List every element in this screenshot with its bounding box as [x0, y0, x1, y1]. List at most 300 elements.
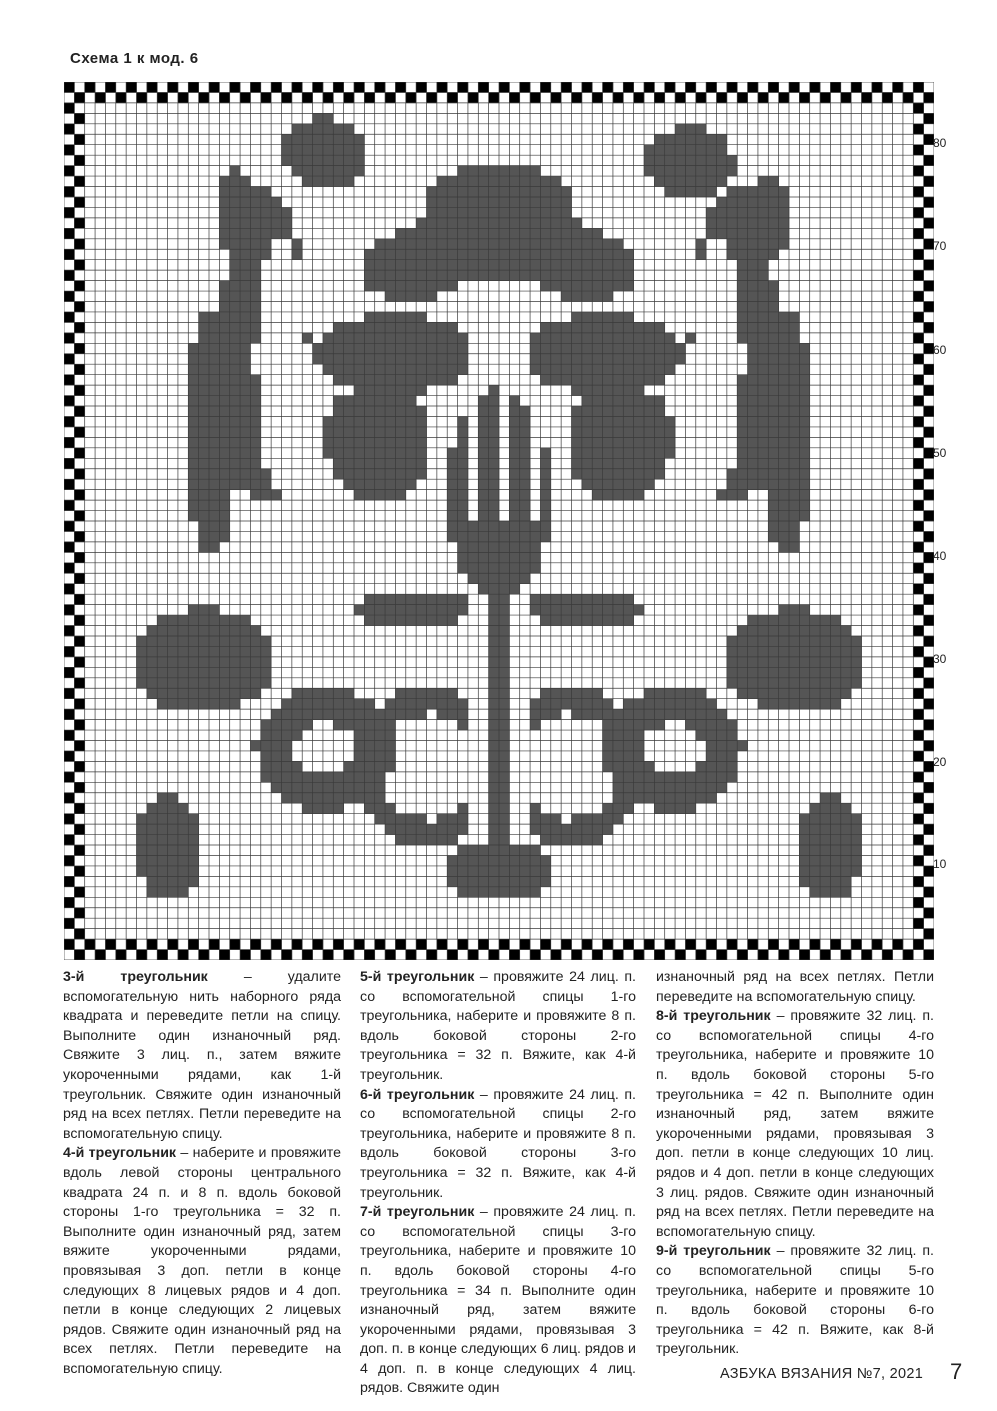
border-cell — [64, 605, 75, 616]
pattern-cell — [478, 490, 489, 501]
pattern-cell — [520, 866, 531, 877]
pattern-cell — [727, 207, 738, 218]
pattern-cell — [168, 855, 179, 866]
pattern-cell — [209, 699, 220, 710]
pattern-cell — [250, 385, 261, 396]
pattern-cell — [385, 427, 396, 438]
pattern-cell — [427, 594, 438, 605]
pattern-cell — [654, 469, 665, 480]
pattern-cell — [499, 249, 510, 260]
pattern-cell — [654, 793, 665, 804]
border-cell — [644, 82, 655, 93]
pattern-cell — [717, 741, 728, 752]
pattern-cell — [685, 782, 696, 793]
pattern-cell — [768, 291, 779, 302]
pattern-cell — [530, 354, 541, 365]
pattern-cell — [603, 814, 614, 825]
pattern-cell — [354, 364, 365, 375]
pattern-cell — [313, 354, 324, 365]
pattern-cell — [758, 187, 769, 198]
pattern-cell — [219, 187, 230, 198]
pattern-cell — [271, 218, 282, 229]
pattern-cell — [437, 343, 448, 354]
pattern-cell — [582, 354, 593, 365]
pattern-cell — [458, 479, 469, 490]
pattern-cell — [250, 281, 261, 292]
pattern-cell — [364, 741, 375, 752]
pattern-cell — [789, 699, 800, 710]
pattern-cell — [675, 772, 686, 783]
pattern-cell — [799, 490, 810, 501]
pattern-cell — [644, 166, 655, 177]
pattern-cell — [188, 636, 199, 647]
pattern-cell — [654, 166, 665, 177]
pattern-cell — [458, 176, 469, 187]
pattern-cell — [385, 699, 396, 710]
pattern-cell — [219, 657, 230, 668]
pattern-cell — [779, 322, 790, 333]
pattern-cell — [250, 657, 261, 668]
pattern-cell — [282, 218, 293, 229]
pattern-cell — [530, 699, 541, 710]
border-cell — [74, 761, 85, 772]
pattern-cell — [768, 500, 779, 511]
pattern-cell — [385, 333, 396, 344]
pattern-cell — [717, 134, 728, 145]
border-cell — [913, 751, 924, 762]
pattern-cell — [779, 228, 790, 239]
pattern-cell — [364, 270, 375, 281]
pattern-cell — [779, 458, 790, 469]
pattern-cell — [592, 270, 603, 281]
pattern-cell — [572, 281, 583, 292]
pattern-cell — [364, 490, 375, 501]
pattern-cell — [520, 511, 531, 522]
pattern-cell — [478, 437, 489, 448]
pattern-cell — [737, 741, 748, 752]
pattern-cell — [406, 375, 417, 386]
pattern-cell — [789, 511, 800, 522]
pattern-cell — [841, 824, 852, 835]
pattern-cell — [219, 500, 230, 511]
pattern-cell — [437, 615, 448, 626]
pattern-cell — [489, 270, 500, 281]
pattern-cell — [613, 469, 624, 480]
pattern-cell — [789, 437, 800, 448]
border-cell — [882, 92, 893, 103]
pattern-cell — [458, 594, 469, 605]
pattern-cell — [219, 396, 230, 407]
pattern-cell — [499, 207, 510, 218]
border-cell — [540, 82, 551, 93]
pattern-cell — [520, 521, 531, 532]
border-cell — [375, 82, 386, 93]
pattern-cell — [240, 207, 251, 218]
pattern-cell — [654, 688, 665, 699]
pattern-cell — [634, 469, 645, 480]
pattern-cell — [323, 772, 334, 783]
pattern-cell — [499, 772, 510, 783]
pattern-cell — [758, 385, 769, 396]
border-cell — [395, 939, 406, 950]
border-cell — [913, 855, 924, 866]
pattern-cell — [240, 416, 251, 427]
pattern-cell — [799, 511, 810, 522]
pattern-cell — [727, 479, 738, 490]
pattern-cell — [799, 855, 810, 866]
pattern-cell — [157, 626, 168, 637]
pattern-cell — [634, 354, 645, 365]
pattern-cell — [437, 228, 448, 239]
pattern-cell — [427, 333, 438, 344]
pattern-cell — [830, 887, 841, 898]
pattern-cell — [489, 667, 500, 678]
pattern-cell — [520, 552, 531, 563]
pattern-cell — [509, 239, 520, 250]
pattern-cell — [540, 824, 551, 835]
pattern-cell — [375, 490, 386, 501]
pattern-cell — [779, 343, 790, 354]
pattern-cell — [592, 249, 603, 260]
pattern-cell — [188, 876, 199, 887]
pattern-cell — [820, 678, 831, 689]
border-cell — [696, 92, 707, 103]
border-cell — [292, 939, 303, 950]
pattern-cell — [665, 699, 676, 710]
pattern-cell — [737, 469, 748, 480]
pattern-cell — [437, 176, 448, 187]
border-cell — [913, 542, 924, 553]
pattern-cell — [406, 260, 417, 271]
pattern-cell — [582, 458, 593, 469]
pattern-cell — [561, 364, 572, 375]
pattern-cell — [230, 396, 241, 407]
pattern-cell — [841, 866, 852, 877]
pattern-cell — [758, 228, 769, 239]
pattern-cell — [395, 416, 406, 427]
border-cell — [64, 416, 75, 427]
pattern-cell — [302, 803, 313, 814]
border-cell — [924, 385, 934, 396]
pattern-cell — [261, 207, 272, 218]
pattern-cell — [313, 113, 324, 124]
pattern-cell — [458, 876, 469, 887]
pattern-cell — [333, 354, 344, 365]
pattern-cell — [737, 385, 748, 396]
pattern-cell — [261, 772, 272, 783]
pattern-cell — [665, 437, 676, 448]
pattern-cell — [851, 866, 862, 877]
pattern-cell — [478, 521, 489, 532]
pattern-cell — [561, 249, 572, 260]
pattern-cell — [385, 709, 396, 720]
pattern-cell — [157, 803, 168, 814]
pattern-cell — [489, 782, 500, 793]
pattern-cell — [344, 458, 355, 469]
pattern-cell — [789, 626, 800, 637]
pattern-cell — [572, 270, 583, 281]
pattern-cell — [841, 678, 852, 689]
pattern-cell — [737, 218, 748, 229]
pattern-cell — [737, 260, 748, 271]
pattern-cell — [364, 427, 375, 438]
pattern-cell — [623, 709, 634, 720]
pattern-cell — [582, 406, 593, 417]
pattern-cell — [230, 343, 241, 354]
border-cell — [913, 145, 924, 156]
pattern-cell — [344, 772, 355, 783]
pattern-cell — [799, 646, 810, 657]
border-cell — [74, 113, 85, 124]
pattern-cell — [458, 552, 469, 563]
pattern-cell — [313, 155, 324, 166]
pattern-cell — [540, 511, 551, 522]
pattern-cell — [282, 751, 293, 762]
pattern-cell — [375, 772, 386, 783]
border-cell — [665, 939, 676, 950]
pattern-cell — [799, 688, 810, 699]
pattern-cell — [851, 855, 862, 866]
pattern-cell — [240, 375, 251, 386]
pattern-cell — [385, 803, 396, 814]
pattern-cell — [768, 218, 779, 229]
pattern-cell — [499, 176, 510, 187]
pattern-cell — [789, 427, 800, 438]
pattern-cell — [230, 469, 241, 480]
pattern-cell — [779, 218, 790, 229]
border-cell — [64, 835, 75, 846]
border-cell — [64, 375, 75, 386]
border-cell — [178, 950, 189, 960]
pattern-cell — [748, 260, 759, 271]
pattern-cell — [178, 646, 189, 657]
pattern-cell — [240, 385, 251, 396]
border-cell — [551, 950, 562, 960]
pattern-cell — [592, 396, 603, 407]
pattern-cell — [768, 678, 779, 689]
pattern-cell — [654, 709, 665, 720]
pattern-cell — [582, 343, 593, 354]
pattern-cell — [551, 375, 562, 386]
border-cell — [313, 939, 324, 950]
pattern-cell — [727, 218, 738, 229]
row-number: 80 — [933, 136, 947, 150]
pattern-cell — [240, 187, 251, 198]
border-cell — [913, 626, 924, 637]
pattern-cell — [634, 751, 645, 762]
pattern-cell — [427, 249, 438, 260]
pattern-cell — [406, 364, 417, 375]
border-cell — [364, 92, 375, 103]
pattern-cell — [685, 793, 696, 804]
pattern-cell — [685, 709, 696, 720]
border-cell — [654, 92, 665, 103]
pattern-cell — [820, 793, 831, 804]
pattern-cell — [737, 322, 748, 333]
pattern-cell — [623, 615, 634, 626]
pattern-cell — [375, 761, 386, 772]
pattern-cell — [572, 835, 583, 846]
pattern-cell — [271, 228, 282, 239]
pattern-cell — [768, 385, 779, 396]
pattern-cell — [748, 218, 759, 229]
pattern-cell — [851, 646, 862, 657]
pattern-cell — [582, 375, 593, 386]
pattern-cell — [613, 385, 624, 396]
pattern-cell — [623, 458, 634, 469]
pattern-cell — [458, 699, 469, 710]
pattern-cell — [447, 511, 458, 522]
border-cell — [499, 82, 510, 93]
border-cell — [74, 782, 85, 793]
pattern-cell — [572, 814, 583, 825]
pattern-cell — [385, 396, 396, 407]
pattern-cell — [592, 709, 603, 720]
pattern-cell — [478, 427, 489, 438]
border-cell — [64, 145, 75, 156]
border-cell — [74, 845, 85, 856]
pattern-cell — [406, 594, 417, 605]
pattern-cell — [489, 730, 500, 741]
pattern-cell — [447, 615, 458, 626]
pattern-cell — [830, 814, 841, 825]
pattern-cell — [623, 761, 634, 772]
pattern-cell — [416, 416, 427, 427]
border-cell — [924, 302, 934, 313]
border-cell — [64, 751, 75, 762]
pattern-cell — [416, 699, 427, 710]
pattern-cell — [551, 354, 562, 365]
pattern-cell — [623, 333, 634, 344]
pattern-cell — [447, 218, 458, 229]
pattern-cell — [737, 479, 748, 490]
pattern-cell — [489, 761, 500, 772]
pattern-cell — [395, 688, 406, 699]
pattern-cell — [623, 270, 634, 281]
pattern-cell — [779, 511, 790, 522]
pattern-cell — [830, 803, 841, 814]
pattern-cell — [592, 615, 603, 626]
pattern-cell — [437, 239, 448, 250]
border-cell — [64, 542, 75, 553]
border-cell — [468, 92, 479, 103]
pattern-cell — [789, 667, 800, 678]
pattern-cell — [209, 646, 220, 657]
pattern-cell — [385, 312, 396, 323]
pattern-cell — [447, 688, 458, 699]
pattern-cell — [458, 720, 469, 731]
pattern-cell — [458, 563, 469, 574]
pattern-cell — [168, 793, 179, 804]
pattern-cell — [551, 364, 562, 375]
pattern-cell — [385, 741, 396, 752]
border-cell — [261, 950, 272, 960]
pattern-cell — [354, 458, 365, 469]
border-cell — [74, 322, 85, 333]
pattern-cell — [613, 615, 624, 626]
pattern-cell — [178, 678, 189, 689]
pattern-cell — [727, 187, 738, 198]
pattern-cell — [354, 730, 365, 741]
pattern-cell — [250, 458, 261, 469]
pattern-cell — [634, 709, 645, 720]
pattern-cell — [219, 615, 230, 626]
pattern-cell — [851, 636, 862, 647]
pattern-cell — [779, 469, 790, 480]
pattern-cell — [230, 333, 241, 344]
pattern-cell — [230, 260, 241, 271]
border-cell — [882, 950, 893, 960]
border-cell — [841, 92, 852, 103]
pattern-cell — [509, 427, 520, 438]
pattern-cell — [613, 396, 624, 407]
pattern-cell — [613, 479, 624, 490]
pattern-cell — [830, 855, 841, 866]
pattern-cell — [437, 270, 448, 281]
pattern-cell — [427, 239, 438, 250]
border-cell — [913, 187, 924, 198]
pattern-cell — [685, 688, 696, 699]
border-cell — [344, 92, 355, 103]
pattern-cell — [582, 448, 593, 459]
pattern-cell — [250, 197, 261, 208]
pattern-cell — [758, 333, 769, 344]
pattern-cell — [603, 720, 614, 731]
pattern-cell — [323, 437, 334, 448]
pattern-cell — [489, 166, 500, 177]
pattern-cell — [313, 782, 324, 793]
pattern-cell — [344, 124, 355, 135]
pattern-cell — [333, 688, 344, 699]
pattern-cell — [654, 448, 665, 459]
pattern-cell — [406, 824, 417, 835]
pattern-cell — [137, 814, 148, 825]
pattern-cell — [634, 730, 645, 741]
border-cell — [924, 281, 934, 292]
pattern-cell — [250, 469, 261, 480]
border-cell — [913, 876, 924, 887]
pattern-cell — [623, 385, 634, 396]
pattern-cell — [561, 270, 572, 281]
border-cell — [913, 396, 924, 407]
pattern-cell — [779, 385, 790, 396]
pattern-cell — [540, 709, 551, 720]
pattern-cell — [261, 678, 272, 689]
pattern-cell — [540, 521, 551, 532]
border-cell — [105, 939, 116, 950]
pattern-cell — [323, 803, 334, 814]
pattern-cell — [789, 521, 800, 532]
pattern-cell — [250, 437, 261, 448]
pattern-cell — [530, 187, 541, 198]
pattern-cell — [530, 333, 541, 344]
pattern-cell — [375, 448, 386, 459]
pattern-cell — [157, 688, 168, 699]
pattern-cell — [178, 626, 189, 637]
pattern-cell — [561, 333, 572, 344]
pattern-cell — [406, 385, 417, 396]
pattern-cell — [654, 145, 665, 156]
pattern-cell — [758, 207, 769, 218]
pattern-cell — [551, 322, 562, 333]
border-cell — [74, 406, 85, 417]
pattern-cell — [137, 866, 148, 877]
pattern-cell — [737, 437, 748, 448]
pattern-cell — [437, 218, 448, 229]
border-cell — [74, 908, 85, 919]
pattern-cell — [406, 281, 417, 292]
pattern-cell — [768, 322, 779, 333]
